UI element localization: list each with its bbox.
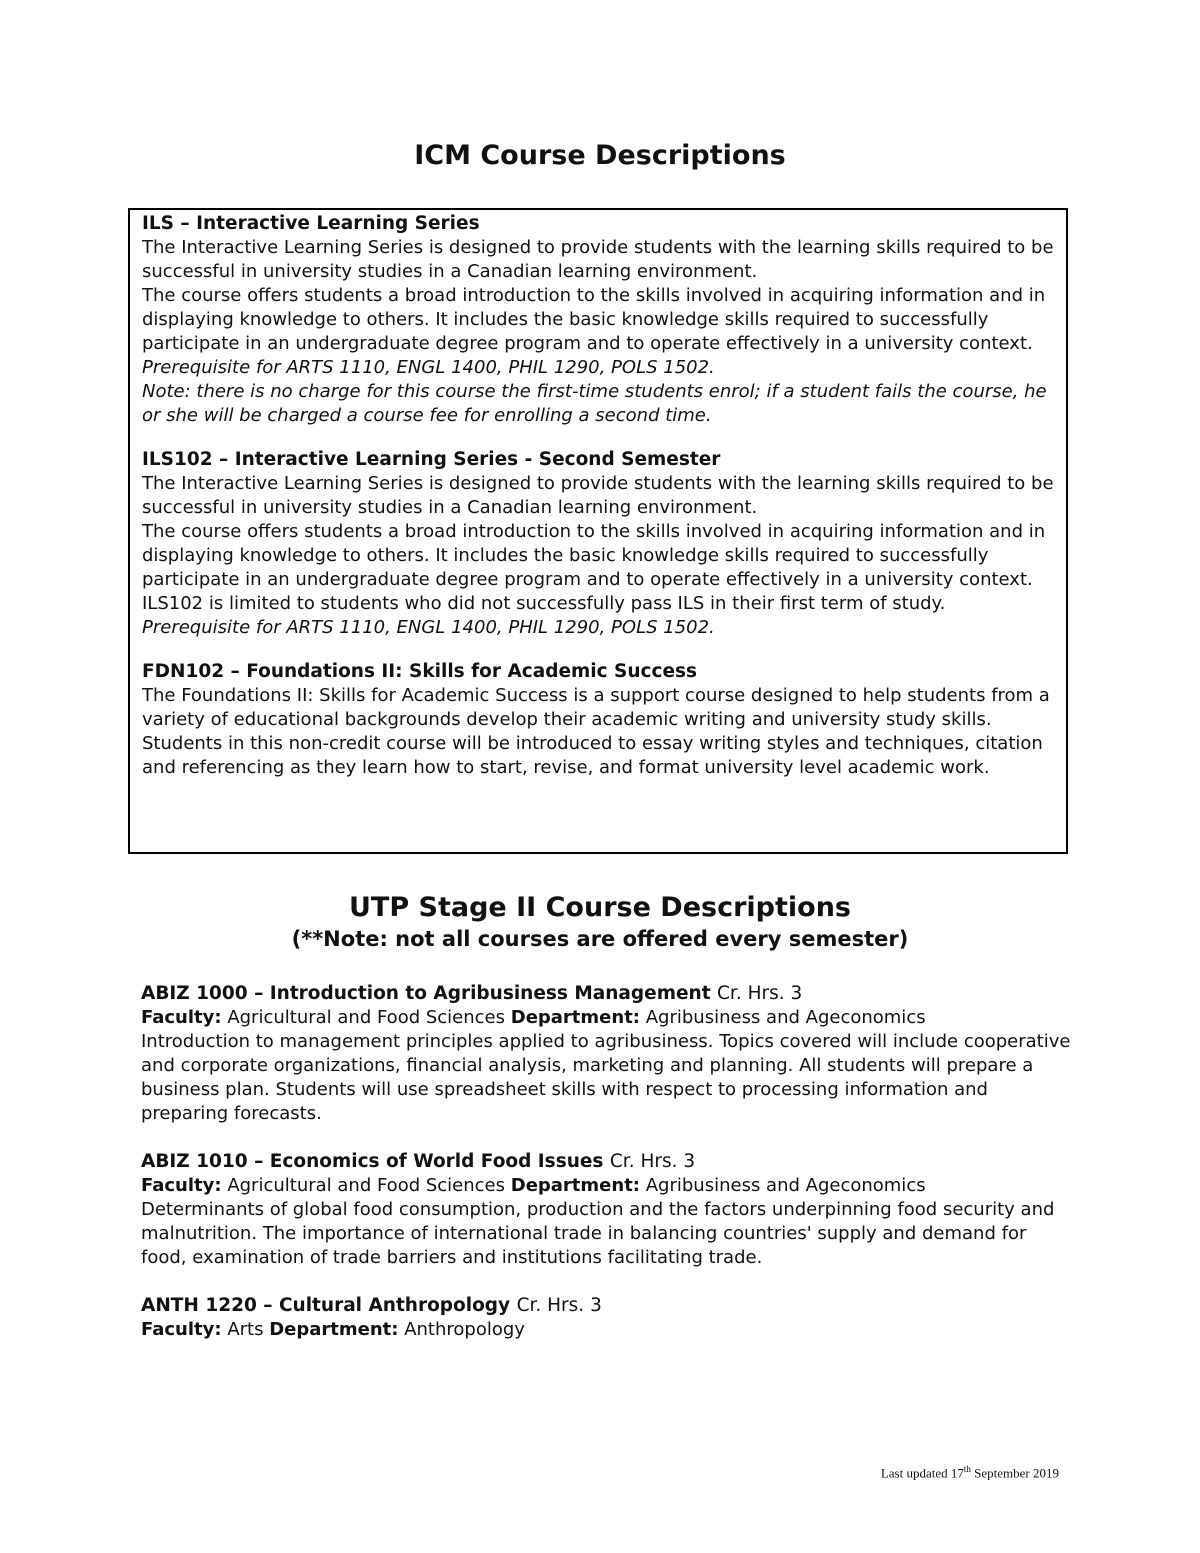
course-heading: ILS – Interactive Learning Series [142,213,480,234]
section-subtitle: (**Note: not all courses are offered every semester) [291,927,909,951]
course-ils [142,212,1054,428]
course-heading-line [141,982,1071,1006]
course-heading-line [141,1294,1071,1318]
department-value: Agribusiness and Ageconomics [645,1175,926,1196]
faculty-line [141,1174,1071,1198]
course-abiz-1000 [141,982,1071,1126]
department-value: Anthropology [404,1319,525,1340]
department-label: Department: [510,1175,640,1196]
faculty-label: Faculty: [141,1319,222,1340]
faculty-line [141,1318,1071,1342]
description-text-2: The course offers students a broad introduction to the skills involved in acquiring information and in displaying knowledge to others. It includes the basic knowledge skills required to successfully participate in an undergraduate degree program and to operate effectively in a university context. [142,285,1046,354]
last-updated-prefix: Last updated 17 [880,1465,964,1481]
course-ils102 [142,448,1054,640]
faculty-value: Agricultural and Food Sciences [227,1175,506,1196]
course-description: Determinants of global food consumption, production and the factors underpinning food security and malnutrition. The importance of international trade in balancing countries' supply and demand for food, examination of trade barriers and institutions facilitating trade. [141,1199,1055,1268]
last-updated-suffix: September 2019 [970,1465,1059,1481]
course-heading: ANTH 1220 – Cultural Anthropology [141,1295,511,1316]
course-description [142,236,1054,428]
credit-hours: Cr. Hrs. 3 [717,983,803,1004]
course-note: Note: there is no charge for this course the first-time students enrol; if a student fails the course, he or she will be charged a course fee for enrolling a second time. [142,381,1047,426]
course-anth-1220 [141,1294,1071,1342]
course-fdn102 [142,660,1054,780]
prerequisite-text: Prerequisite for ARTS 1110, ENGL 1400, PHIL 1290, POLS 1502. [142,617,715,638]
department-label: Department: [269,1319,399,1340]
prerequisite-text: Prerequisite for ARTS 1110, ENGL 1400, PHIL 1290, POLS 1502. [142,357,715,378]
course-description [142,472,1054,640]
course-heading: ABIZ 1000 – Introduction to Agribusiness Management [141,983,711,1004]
department-value: Agribusiness and Ageconomics [645,1007,926,1028]
faculty-value: Arts [227,1319,264,1340]
icm-course-box [128,208,1068,854]
description-text: The Interactive Learning Series is designed to provide students with the learning skills required to be successful in university studies in a Canadian learning environment. [142,473,1054,518]
course-abiz-1010 [141,1150,1071,1270]
course-heading: FDN102 – Foundations II: Skills for Academic Success [142,661,698,682]
faculty-label: Faculty: [141,1175,222,1196]
last-updated-sup: th [963,1464,971,1474]
faculty-line [141,1006,1071,1030]
description-text-2: The course offers students a broad introduction to the skills involved in acquiring information and in displaying knowledge to others. It includes the basic knowledge skills required to successfully participate in an undergraduate degree program and to operate effectively in a university context. ILS102 is limited to students who did not successfully pass ILS in their first term of study. [142,521,1046,614]
course-description: The Foundations II: Skills for Academic Success is a support course designed to help students from a variety of educational backgrounds develop their academic writing and university study skills. Students in this non-credit course will be introduced to essay writing styles and techniques, citation and referencing as they learn how to start, revise, and format university level academic work. [142,685,1050,778]
course-heading: ILS102 – Interactive Learning Series - Second Semester [142,449,721,470]
course-heading: ABIZ 1010 – Economics of World Food Issues [141,1151,604,1172]
department-label: Department: [510,1007,640,1028]
page-title: ICM Course Descriptions [414,140,786,171]
credit-hours: Cr. Hrs. 3 [516,1295,602,1316]
faculty-value: Agricultural and Food Sciences [227,1007,506,1028]
faculty-label: Faculty: [141,1007,222,1028]
description-text: The Interactive Learning Series is designed to provide students with the learning skills required to be successful in university studies in a Canadian learning environment. [142,237,1054,282]
section-title: UTP Stage II Course Descriptions [348,892,852,923]
credit-hours: Cr. Hrs. 3 [609,1151,696,1172]
last-updated [881,1464,1059,1481]
course-description: Introduction to management principles applied to agribusiness. Topics covered will include cooperative and corporate organizations, financial analysis, marketing and planning. All students will prepare a business plan. Students will use spreadsheet skills with respect to processing information and preparing forecasts. [141,1031,1071,1124]
utp-course-list [141,982,1071,1366]
course-heading-line [141,1150,1071,1174]
